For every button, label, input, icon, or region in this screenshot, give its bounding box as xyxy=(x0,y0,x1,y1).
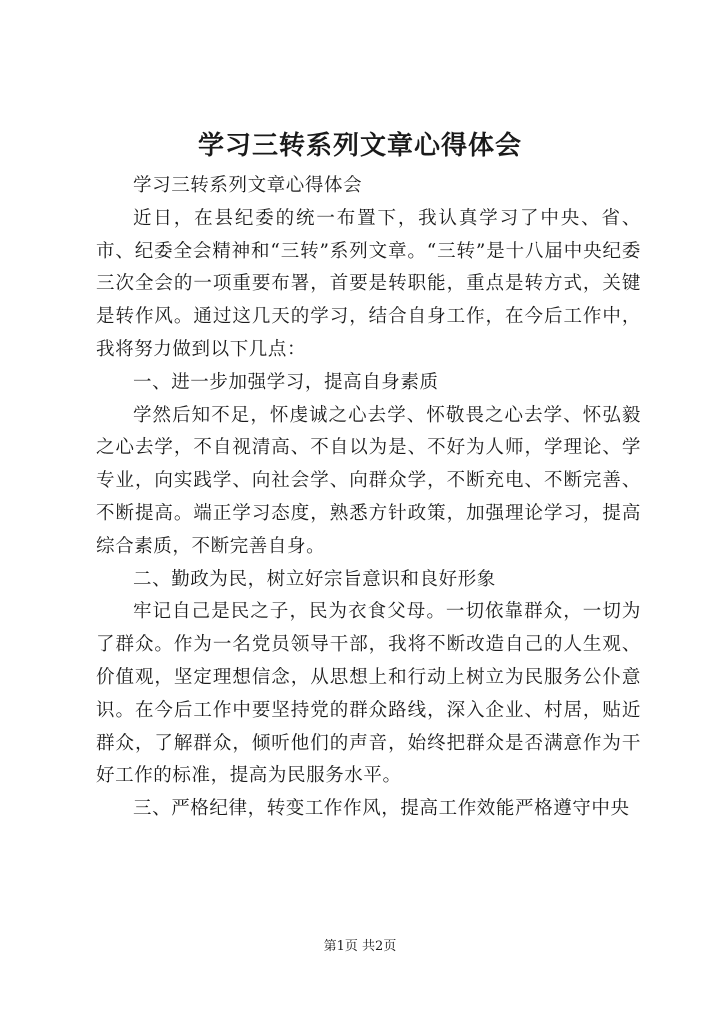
page-number-footer: 第1页 共2页 xyxy=(323,939,397,954)
paragraph-section-2: 牢记自己是民之子，民为衣食父母。一切依靠群众，一切为了群众。作为一名党员领导干部，我将不断改造自己的人生观、价值观，坚定理想信念，从思想上和行动上树立为民服务公仆意识。在今后工作中要坚持党的群众路线，深入企业、村居，贴近群众，了解群众，倾听他们的声音，始终把群众是否满意作为干好工作的标准，提高为民服务水平。 xyxy=(96,601,641,787)
section-heading-1: 一、进一步加强学习，提高自身素质 xyxy=(133,371,439,393)
document-body xyxy=(96,170,641,826)
paragraph-subtitle: 学习三转系列文章心得体会 xyxy=(133,175,363,196)
document-title: 学习三转系列文章心得体会 xyxy=(197,131,522,161)
paragraph-intro: 近日，在县纪委的统一布置下，我认真学习了中央、省、市、纪委全会精神和“三转”系列文章。“三转”是十八届中央纪委三次全会的一项重要布署，首要是转职能，重点是转方式，关键是转作风。通过这几天的学习，结合自身工作，在今后工作中，我将努力做到以下几点： xyxy=(96,207,641,360)
section-heading-2: 二、勤政为民，树立好宗旨意识和良好形象 xyxy=(133,568,496,590)
section-heading-3: 三、严格纪律，转变工作作风，提高工作效能严格遵守中央 xyxy=(133,798,630,820)
paragraph-section-1: 学然后知不足，怀虔诚之心去学、怀敬畏之心去学、怀弘毅之心去学，不自视清高、不自以为是、不好为人师，学理论、学专业，向实践学、向社会学、向群众学，不断充电、不断完善、不断提高。端正学习态度，熟悉方针政策，加强理论学习，提高综合素质，不断完善自身。 xyxy=(96,404,641,557)
